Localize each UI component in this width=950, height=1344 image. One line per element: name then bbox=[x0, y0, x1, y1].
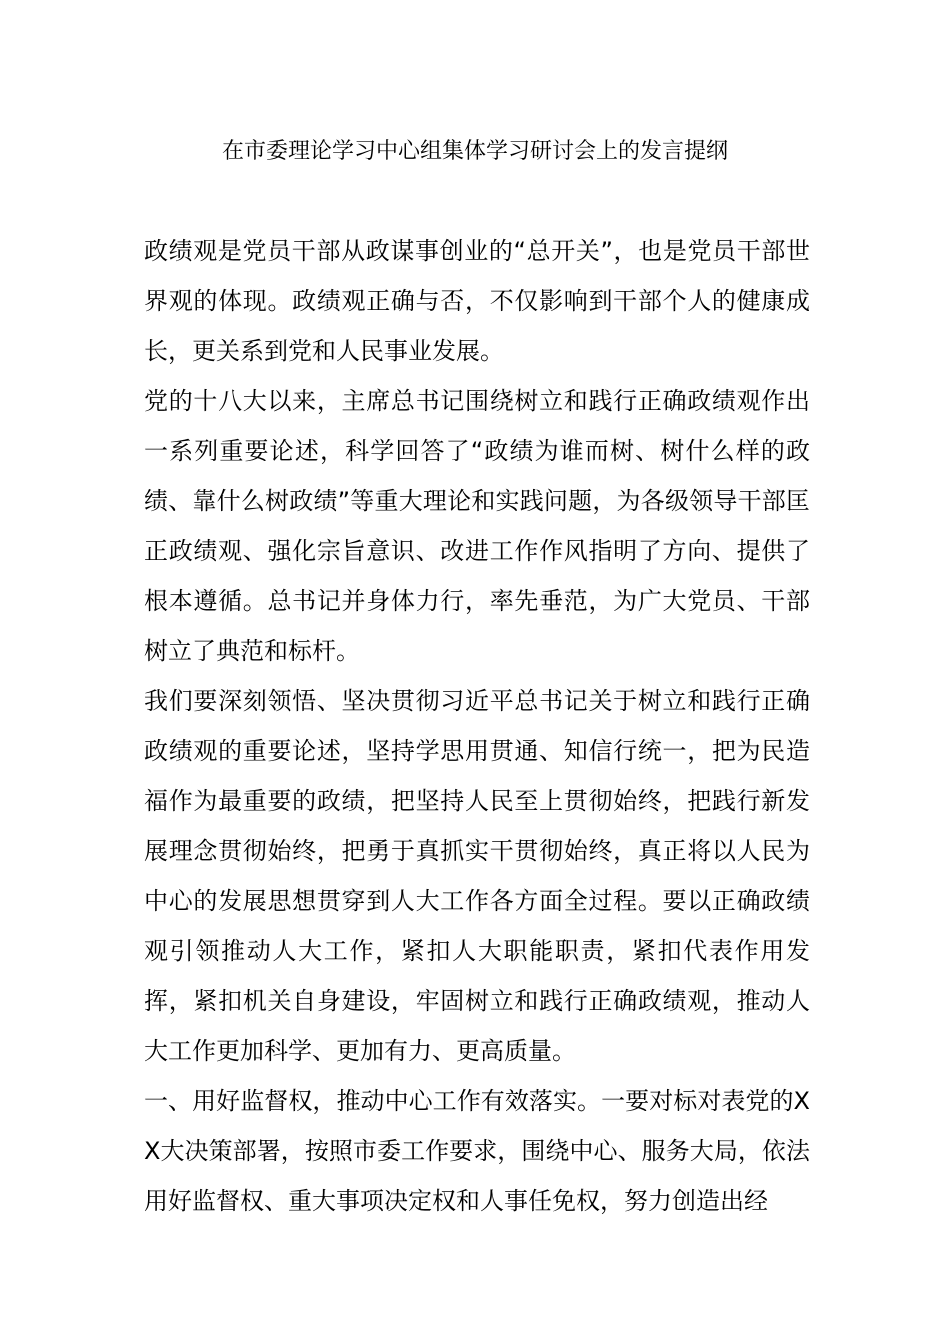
paragraph-1: 政绩观是党员干部从政谋事创业的“总开关”，也是党员干部世界观的体现。政绩观正确与否，不仅影响到干部个人的健康成长，更关系到党和人民事业发展。 bbox=[144, 237, 810, 365]
paragraph-3: 我们要深刻领悟、坚决贯彻习近平总书记关于树立和践行正确政绩观的重要论述，坚持学思用贯通、知信行统一，把为民造福作为最重要的政绩，把坚持人民至上贯彻始终，把践行新发展理念贯彻始终，把勇于真抓实干贯彻始终，真正将以人民为中心的发展思想贯穿到人大工作各方面全过程。要以正确政绩观引领推动人大工作，紧扣人大职能职责，紧扣代表作用发挥，紧扣机关自身建设，牢固树立和践行正确政绩观，推动人大工作更加科学、更加有力、更高质量。 bbox=[144, 687, 810, 1065]
document-title: 在市委理论学习中心组集体学习研讨会上的发言提纲 bbox=[221, 139, 728, 164]
paragraph-4: 一、用好监督权，推动中心工作有效落实。一要对标对表党的XX大决策部署，按照市委工作要求，围绕中心、服务大局，依法用好监督权、重大事项决定权和人事任免权，努力创造出经 bbox=[144, 1087, 810, 1215]
document-body bbox=[144, 226, 810, 1226]
paragraph-2: 党的十八大以来，主席总书记围绕树立和践行正确政绩观作出一系列重要论述，科学回答了“政绩为谁而树、树什么样的政绩、靠什么树政绩”等重大理论和实践问题，为各级领导干部匡正政绩观、强化宗旨意识、改进工作作风指明了方向、提供了根本遵循。总书记并身体力行，率先垂范，为广大党员、干部树立了典范和标杆。 bbox=[144, 387, 810, 665]
